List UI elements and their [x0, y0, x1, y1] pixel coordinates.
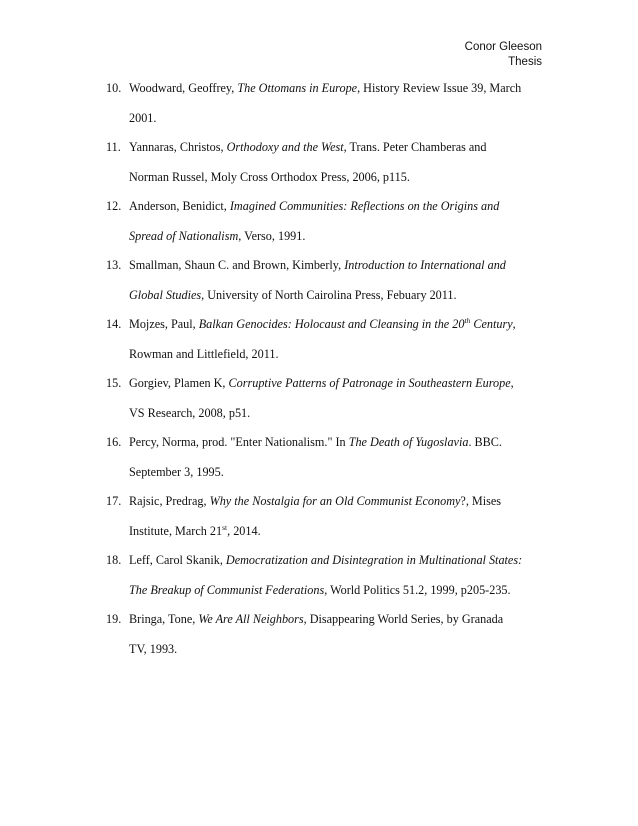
reference-number: 12.: [106, 199, 122, 213]
reference-line: [129, 192, 548, 222]
reference-title: The Death of Yugoslavia: [348, 435, 469, 449]
reference-segment: Institute, March 21: [129, 523, 223, 538]
reference-item: [108, 546, 548, 605]
reference-number: 10.: [106, 81, 122, 95]
reference-text: [108, 428, 548, 487]
reference-text: [108, 487, 548, 546]
reference-item: [108, 369, 548, 428]
header-document-type: Thesis: [508, 56, 542, 68]
reference-segment: Smallman, Shaun C. and Brown, Kimberly,: [129, 258, 345, 272]
reference-text: [108, 369, 548, 428]
reference-segment: Gorgiev, Plamen K,: [129, 376, 229, 390]
reference-segment: Leff, Carol Skanik,: [129, 553, 226, 567]
reference-line: [129, 517, 548, 547]
reference-number: 14.: [106, 317, 122, 331]
reference-line: [129, 251, 548, 281]
reference-text: [108, 310, 548, 369]
reference-title: The Ottomans in Europe: [237, 81, 358, 95]
reference-title: Global Studies: [129, 287, 202, 302]
reference-line: [129, 369, 548, 399]
superscript: th: [464, 315, 471, 325]
reference-number: 15.: [106, 376, 122, 390]
reference-title: Balkan Genocides: Holocaust and Cleansing in the 20: [198, 317, 465, 331]
page-header: [342, 40, 542, 70]
reference-title: Imagined Communities: Reflections on the Origins and: [229, 199, 500, 213]
reference-number: 17.: [106, 494, 122, 508]
reference-title: Orthodoxy and the West: [226, 140, 344, 154]
reference-segment: Mojzes, Paul,: [129, 317, 199, 331]
reference-segment: Anderson, Benidict,: [129, 199, 230, 213]
reference-line: [129, 340, 548, 370]
reference-title: We Are All Neighbors: [198, 612, 304, 626]
reference-title: The Breakup of Communist Federations: [129, 582, 325, 597]
reference-text: [108, 133, 548, 192]
reference-segment: , World Politics 51.2, 1999, p205-235.: [324, 582, 511, 597]
reference-number: 16.: [106, 435, 122, 449]
reference-segment: , Verso, 1991.: [238, 228, 306, 243]
reference-segment: Yannaras, Christos,: [129, 140, 227, 154]
reference-item: [108, 310, 548, 369]
reference-text: [108, 251, 548, 310]
reference-segment: , Disappearing World Series, by Granada: [303, 612, 504, 626]
reference-segment: Rowman and Littlefield, 2011.: [129, 346, 279, 361]
reference-segment: 2001.: [129, 110, 157, 125]
reference-segment: Percy, Norma, prod. "Enter Nationalism." In: [129, 435, 349, 449]
reference-segment: VS Research, 2008, p51.: [129, 405, 251, 420]
reference-segment: ,: [510, 376, 514, 390]
reference-line: [129, 222, 548, 252]
reference-item: [108, 133, 548, 192]
reference-line: [129, 133, 548, 163]
reference-line: [129, 605, 548, 635]
reference-line: [129, 428, 548, 458]
reference-item: [108, 428, 548, 487]
reference-line: [129, 74, 548, 104]
reference-line: [129, 546, 548, 576]
reference-list: [108, 74, 548, 664]
reference-segment: Woodward, Geoffrey,: [129, 81, 238, 95]
reference-line: [129, 576, 548, 606]
reference-title: Democratization and Disintegration in Multinational States:: [225, 553, 523, 567]
reference-segment: Bringa, Tone,: [129, 612, 199, 626]
reference-title: Spread of Nationalism: [129, 228, 239, 243]
superscript: st: [222, 522, 228, 532]
reference-line: [129, 399, 548, 429]
reference-number: 11.: [106, 140, 121, 154]
reference-number: 18.: [106, 553, 122, 567]
reference-text: [108, 605, 548, 664]
reference-title: Corruptive Patterns of Patronage in Southeastern Europe: [228, 376, 511, 390]
reference-segment: , History Review Issue 39, March: [357, 81, 522, 95]
reference-text: [108, 546, 548, 605]
reference-item: [108, 251, 548, 310]
reference-line: [129, 281, 548, 311]
reference-segment: ?, Mises: [460, 494, 502, 508]
reference-item: [108, 74, 548, 133]
reference-line: [129, 487, 548, 517]
reference-segment: , 2014.: [227, 523, 261, 538]
reference-text: [108, 192, 548, 251]
reference-segment: TV, 1993.: [129, 641, 178, 656]
reference-number: 13.: [106, 258, 122, 272]
reference-line: [129, 458, 548, 488]
reference-text: [108, 74, 548, 133]
reference-number: 19.: [106, 612, 122, 626]
reference-segment: Rajsic, Predrag,: [129, 494, 210, 508]
reference-segment: September 3, 1995.: [129, 464, 224, 479]
reference-line: [129, 163, 548, 193]
reference-title: Century: [470, 317, 513, 331]
reference-item: [108, 192, 548, 251]
reference-line: [129, 635, 548, 665]
reference-segment: ,: [512, 317, 516, 331]
reference-line: [129, 104, 548, 134]
reference-segment: , University of North Cairolina Press, Febuary 2011.: [201, 287, 457, 302]
header-author: Conor Gleeson: [464, 41, 542, 53]
reference-segment: , Trans. Peter Chamberas and: [343, 140, 487, 154]
reference-item: [108, 487, 548, 546]
reference-title: Introduction to International and: [344, 258, 506, 272]
reference-title: Why the Nostalgia for an Old Communist Economy: [209, 494, 461, 508]
reference-item: [108, 605, 548, 664]
reference-segment: . BBC.: [468, 435, 502, 449]
reference-segment: Norman Russel, Moly Cross Orthodox Press, 2006, p115.: [129, 169, 410, 184]
reference-line: [129, 310, 548, 340]
